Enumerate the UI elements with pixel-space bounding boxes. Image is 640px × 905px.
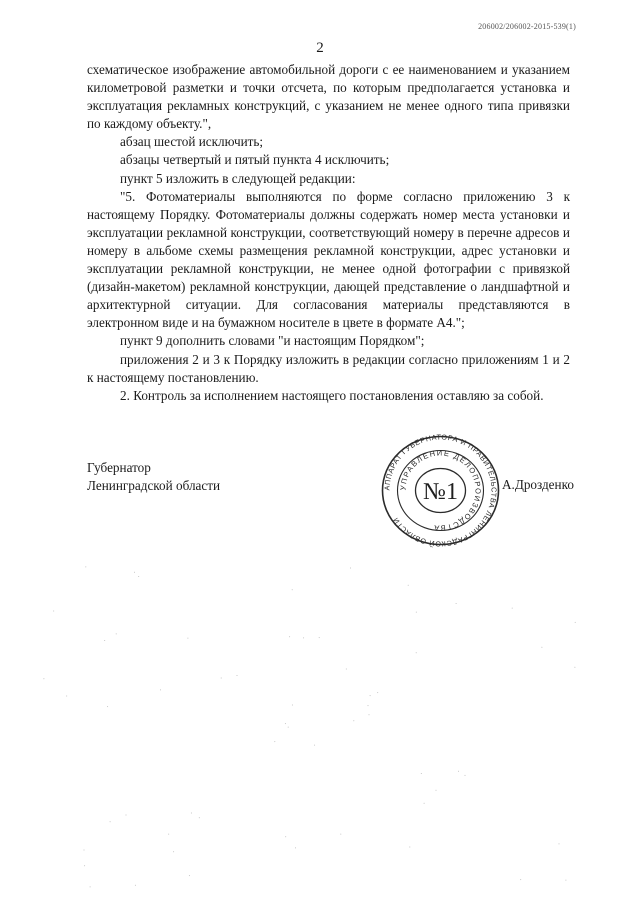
scan-speck <box>512 608 513 609</box>
scan-speck <box>237 675 238 676</box>
scan-speck <box>319 637 320 638</box>
scan-speck <box>134 572 135 573</box>
paragraph: абзацы четвертый и пятый пункта 4 исключить; <box>120 152 390 168</box>
scan-speck <box>191 813 192 814</box>
scan-speck <box>295 847 296 848</box>
scan-speck <box>274 741 275 742</box>
scan-speck <box>221 678 222 679</box>
scan-speck <box>520 879 521 880</box>
scan-speck <box>107 706 108 707</box>
scan-speck <box>116 633 117 634</box>
office-stamp <box>378 433 503 548</box>
page-number: 2 <box>316 40 324 56</box>
body-text <box>87 61 570 405</box>
scan-speck <box>66 696 67 697</box>
scan-speck <box>416 612 417 613</box>
scan-speck <box>168 834 169 835</box>
scan-speck <box>350 568 351 569</box>
svg-text:УПРАВЛЕНИЕ ДЕЛОПРОИЗВОДСТВА: УПРАВЛЕНИЕ ДЕЛОПРОИЗВОДСТВА <box>398 448 483 533</box>
scan-speck <box>292 589 293 590</box>
scan-speck <box>456 603 457 604</box>
scan-speck <box>575 622 576 623</box>
scan-speck <box>292 705 293 706</box>
svg-text:АППАРАТ ГУБЕРНАТОРА И ПРАВИТЕЛ: АППАРАТ ГУБЕРНАТОРА И ПРАВИТЕЛЬСТВА ЛЕНИНГРАДСКОЙ ОБЛАСТИ <box>382 433 499 548</box>
scan-speck <box>559 843 560 844</box>
signer-position: Губернатор <box>87 460 151 475</box>
scan-speck <box>199 817 200 818</box>
scan-speck <box>187 638 188 639</box>
scan-speck <box>84 865 85 866</box>
paragraph: пункт 5 изложить в следующей редакции: <box>120 170 356 186</box>
paragraph: "5. Фотоматериалы выполняются по форме согласно приложению 3 к настоящему Порядку. Фотоматериалы должны содержать номер места установки и эксплуатации рекламной конструкции, соответствующий номеру в перечне адресов и номеру в альбоме схемы размещения рекламной конструкции, адрес установки и эксплуатации рекламной конструкции, не менее одной фотографии с привязкой (дизайн-макетом) рекламной конструкции, дающей представление о ландшафтной и архитектурной ситуации. Для согласования материалы представляются в электронном виде и на бумажном носителе в цвете в формате А4."; <box>87 188 570 331</box>
scan-speck <box>135 885 136 886</box>
scan-speck <box>110 821 111 822</box>
scan-speck <box>104 640 105 641</box>
paragraph: 2. Контроль за исполнением настоящего постановления оставляю за собой. <box>120 387 544 403</box>
scan-speck <box>353 720 354 721</box>
scan-speck <box>53 611 54 612</box>
scan-noise <box>0 560 640 905</box>
scan-speck <box>288 727 289 728</box>
scan-speck <box>84 850 85 851</box>
paragraph: приложения 2 и 3 к Порядку изложить в редакции согласно приложениям 1 и 2 к настоящему постановлению. <box>87 351 570 385</box>
scan-speck <box>416 652 417 653</box>
scan-speck <box>303 637 304 638</box>
paragraph: абзац шестой исключить; <box>120 134 264 150</box>
scan-speck <box>285 836 286 837</box>
scan-speck <box>369 714 370 715</box>
signer-name: А.Дрозденко <box>502 477 574 492</box>
document-id: 206002/206002-2015-539(1) <box>478 22 576 31</box>
scan-speck <box>160 689 161 690</box>
scan-speck <box>465 775 466 776</box>
scan-speck <box>424 803 425 804</box>
scan-speck <box>340 834 341 835</box>
scan-speck <box>173 851 174 852</box>
scan-speck <box>436 790 437 791</box>
signature-block <box>87 459 220 495</box>
scan-speck <box>370 695 371 696</box>
paragraph: пункт 9 дополнить словами "и настоящим Порядком"; <box>120 333 425 349</box>
scan-speck <box>314 745 315 746</box>
scan-speck <box>289 636 290 637</box>
scan-speck <box>285 723 286 724</box>
scan-speck <box>409 847 410 848</box>
scan-speck <box>458 771 459 772</box>
scan-speck <box>85 566 86 567</box>
scan-speck <box>565 880 566 881</box>
scan-speck <box>346 669 347 670</box>
signer-position-region: Ленинградской области <box>87 478 221 494</box>
scan-speck <box>574 667 575 668</box>
scan-speck <box>368 705 369 706</box>
scan-speck <box>90 886 91 887</box>
scan-speck <box>421 773 422 774</box>
svg-text:№1: №1 <box>423 479 458 505</box>
scan-speck <box>377 692 378 693</box>
scan-speck <box>126 815 127 816</box>
scan-speck <box>138 576 139 577</box>
paragraph: схематическое изображение автомобильной дороги с ее наименованием и указанием километровой разметки и точки отсчета, по которым предполагается установка и эксплуатация рекламных конструкций, с указанием не менее одного типа привязки по каждому объекту.", <box>87 62 570 132</box>
scan-speck <box>408 585 409 586</box>
scan-speck <box>43 678 44 679</box>
stamp-seal-icon <box>378 433 503 548</box>
scan-speck <box>541 647 542 648</box>
scan-speck <box>189 875 190 876</box>
